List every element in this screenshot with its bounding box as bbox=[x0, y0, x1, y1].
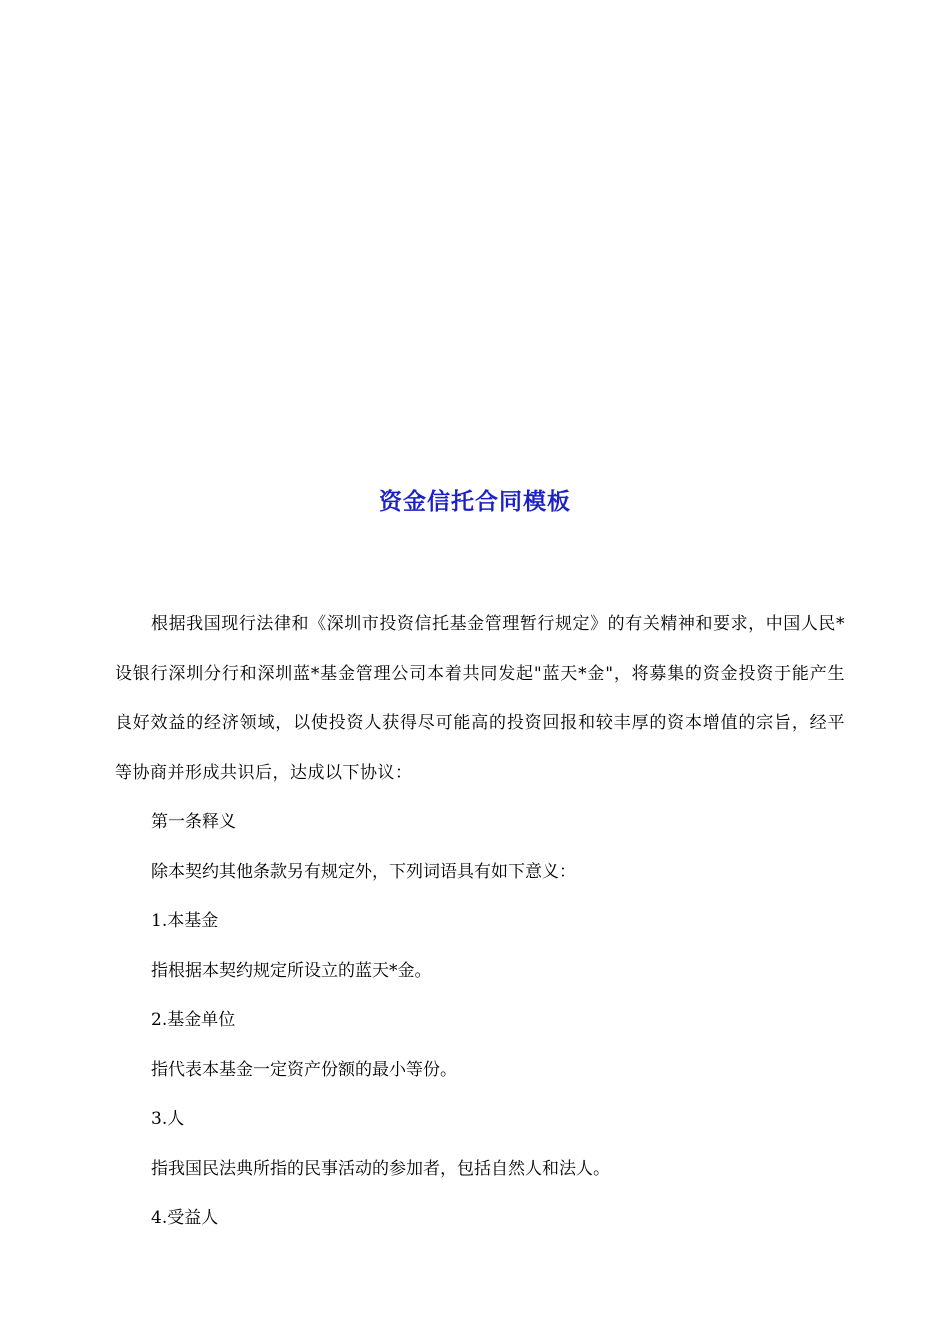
document-body bbox=[115, 600, 845, 1244]
document-title: 资金信托合同模板 bbox=[379, 489, 571, 515]
term-1-definition: 指根据本契约规定所设立的蓝天*金。 bbox=[151, 960, 432, 981]
definitions-intro: 除本契约其他条款另有规定外，下列词语具有如下意义： bbox=[151, 861, 576, 882]
intro-paragraph: 根据我国现行法律和《深圳市投资信托基金管理暂行规定》的有关精神和要求，中国人民*设银行深圳分行和深圳蓝*基金管理公司本着共同发起"蓝天*金"，将募集的资金投资于能产生良好效益的经济领域，以使投资人获得尽可能高的投资回报和较丰厚的资本增值的宗旨，经平等协商并形成共识后，达成以下协议： bbox=[115, 614, 845, 783]
term-2-heading: 2.基金单位 bbox=[151, 1010, 236, 1030]
term-3-definition: 指我国民法典所指的民事活动的参加者，包括自然人和法人。 bbox=[151, 1158, 610, 1179]
term-2-definition: 指代表本基金一定资产份额的最小等份。 bbox=[151, 1059, 457, 1080]
term-4-heading: 4.受益人 bbox=[151, 1208, 219, 1228]
term-1-heading: 1.本基金 bbox=[151, 911, 219, 931]
term-3-heading: 3.人 bbox=[151, 1109, 185, 1129]
article-1-heading: 第一条释义 bbox=[151, 812, 236, 832]
